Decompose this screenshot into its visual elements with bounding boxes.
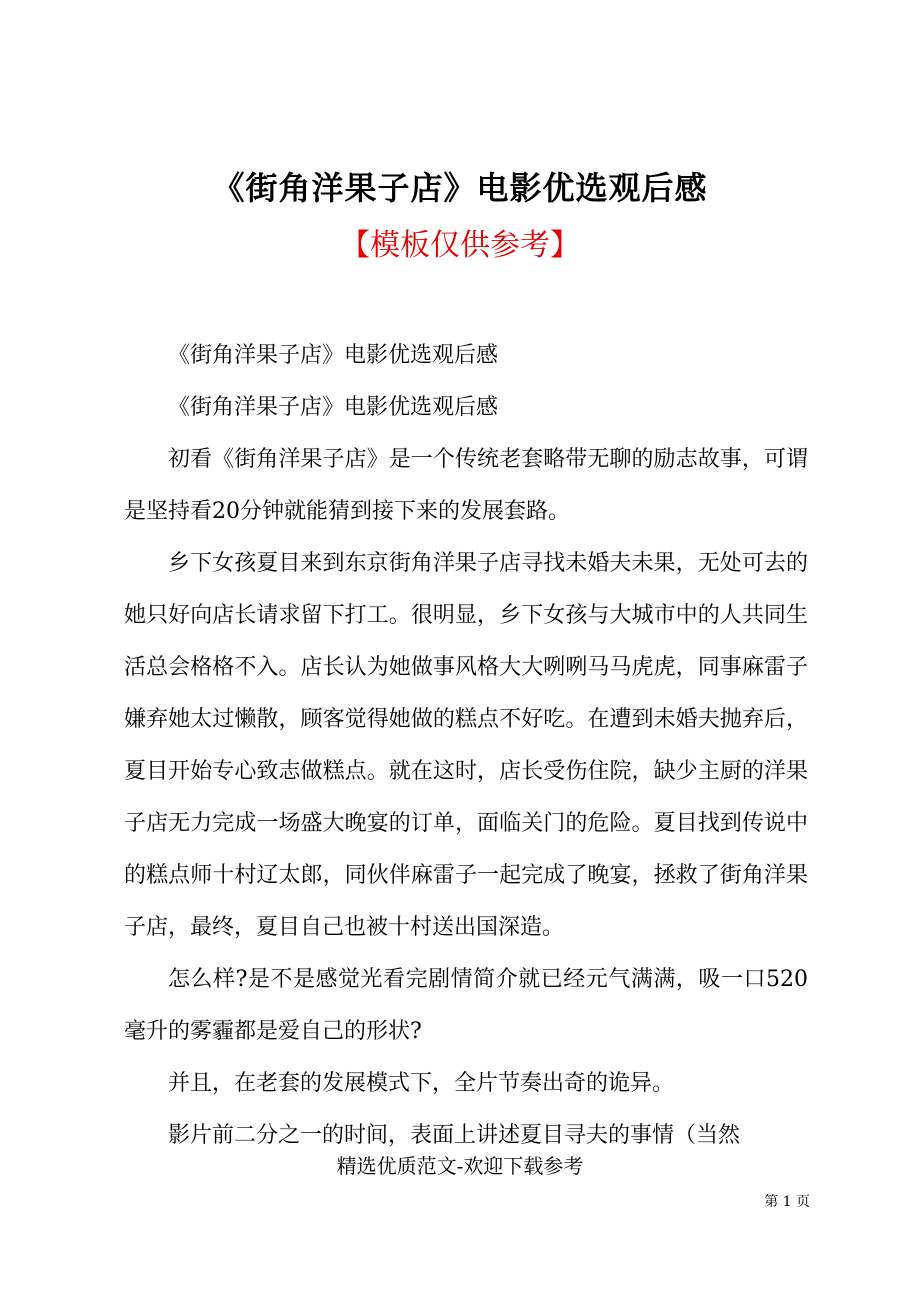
footer-note: 精选优质范文-欢迎下载参考 (336, 1154, 584, 1178)
paragraph: 《街角洋果子店》电影优选观后感 (168, 343, 499, 368)
page-number: 第 1 页 (764, 1194, 810, 1210)
template-notice: 【模板仅供参考】 (340, 228, 580, 263)
document-title: 《街角洋果子店》电影优选观后感 (212, 169, 708, 207)
paragraph: 初看《街角洋果子店》是一个传统老套略带无聊的励志故事，可谓是坚持看20分钟就能猜到接下来的发展套路。 (124, 447, 808, 524)
paragraph: 乡下女孩夏目来到东京街角洋果子店寻找未婚夫未果，无处可去的她只好向店长请求留下打工。很明显，乡下女孩与大城市中的人共同生活总会格格不入。店长认为她做事风格大大咧咧马马虎虎，同事麻雷子嫌弃她太过懒散，顾客觉得她做的糕点不好吃。在遭到未婚夫抛弃后，夏目开始专心致志做糕点。就在这时，店长受伤住院，缺少主厨的洋果子店无力完成一场盛大晚宴的订单，面临关门的危险。夏目找到传说中的糕点师十村辽太郎，同伙伴麻雷子一起完成了晚宴，拯救了街角洋果子店，最终，夏目自己也被十村送出国深造。 (124, 551, 808, 940)
paragraph: 怎么样?是不是感觉光看完剧情简介就已经元气满满，吸一口520毫升的雾霾都是爱自己的形状? (124, 967, 808, 1044)
document-body (124, 330, 808, 1162)
paragraph: 影片前二分之一的时间，表面上讲述夏目寻夫的事情（当然 (168, 1123, 741, 1148)
paragraph: 《街角洋果子店》电影优选观后感 (168, 395, 499, 420)
paragraph: 并且，在老套的发展模式下，全片节奏出奇的诡异。 (168, 1071, 675, 1096)
